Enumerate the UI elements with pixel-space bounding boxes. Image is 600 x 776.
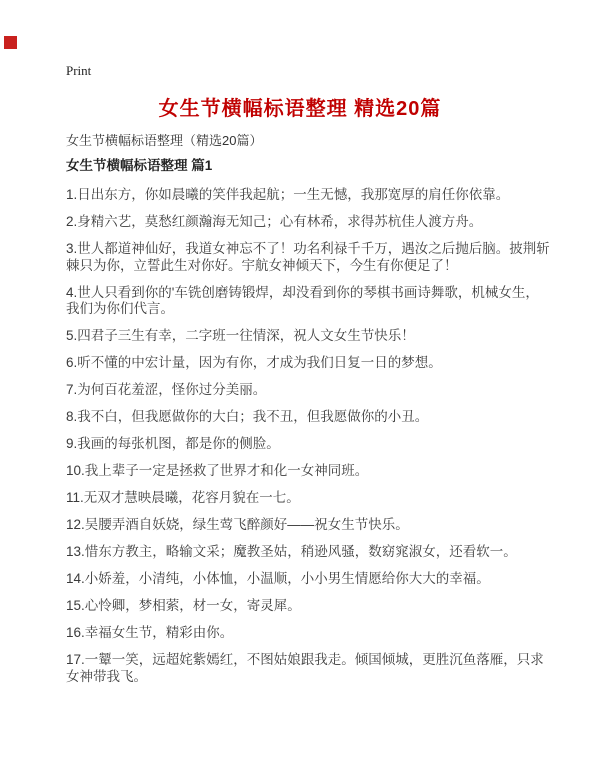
slogan-item: 17.一颦一笑，远超姹紫嫣红，不图姑娘跟我走。倾国倾城，更胜沉鱼落雁，只求女神带我飞。 — [66, 652, 544, 684]
document-body — [66, 133, 551, 696]
document-subtitle: 女生节横幅标语整理（精选20篇） — [66, 133, 263, 148]
slogan-item: 12.吴腰弄酒自妖娆，绿生莺飞醉颜好——祝女生节快乐。 — [66, 517, 409, 532]
slogan-item: 15.心怜卿，梦相萦，材一女，寄灵犀。 — [66, 598, 301, 613]
slogan-item: 2.身精六艺，莫愁红颜瀚海无知己；心有林希，求得苏杭佳人渡方舟。 — [66, 214, 483, 229]
slogan-item: 6.听不懂的中宏计量，因为有你，才成为我们日复一日的梦想。 — [66, 355, 442, 370]
slogan-item: 8.我不白，但我愿做你的大白；我不丑，但我愿做你的小丑。 — [66, 409, 429, 424]
slogan-item: 14.小娇羞，小清纯，小体恤，小温顺，小小男生情愿给你大大的幸福。 — [66, 571, 490, 586]
print-link[interactable]: Print — [66, 63, 92, 78]
section-heading: 女生节横幅标语整理 篇1 — [66, 158, 213, 173]
slogan-item: 7.为何百花羞涩，怪你过分美丽。 — [66, 382, 267, 397]
slogan-item: 3.世人都道神仙好，我道女神忘不了！功名利禄千千万，遇汝之后抛后脑。披荆斩棘只为你，立誓此生对你好。宇航女神倾天下，今生有你便足了！ — [66, 241, 550, 273]
slogan-item: 10.我上辈子一定是拯救了世界才和化一女神同班。 — [66, 463, 369, 478]
slogan-item: 9.我画的每张机图，都是你的侧脸。 — [66, 436, 280, 451]
slogan-item: 4.世人只看到你的'车铣创磨铸锻焊，却没看到你的琴棋书画诗舞歌，机械女生，我们为你们代言。 — [66, 284, 539, 316]
slogan-item: 5.四君子三生有幸，二字班一往情深，祝人文女生节快乐！ — [66, 328, 415, 343]
red-square-icon — [4, 36, 17, 49]
slogan-item: 13.惜东方教主，略输文采；魔教圣姑，稍逊风骚，数窈窕淑女，还看软一。 — [66, 544, 517, 559]
slogan-item: 1.日出东方，你如晨曦的笑伴我起航；一生无憾，我那宽厚的肩任你依靠。 — [66, 187, 510, 202]
slogan-list — [66, 187, 551, 685]
slogan-item: 11.无双才慧映晨曦，花容月貌在一七。 — [66, 490, 300, 505]
slogan-item: 16.幸福女生节，精彩由你。 — [66, 625, 234, 640]
page-title: 女生节横幅标语整理 精选20篇 — [158, 98, 442, 120]
